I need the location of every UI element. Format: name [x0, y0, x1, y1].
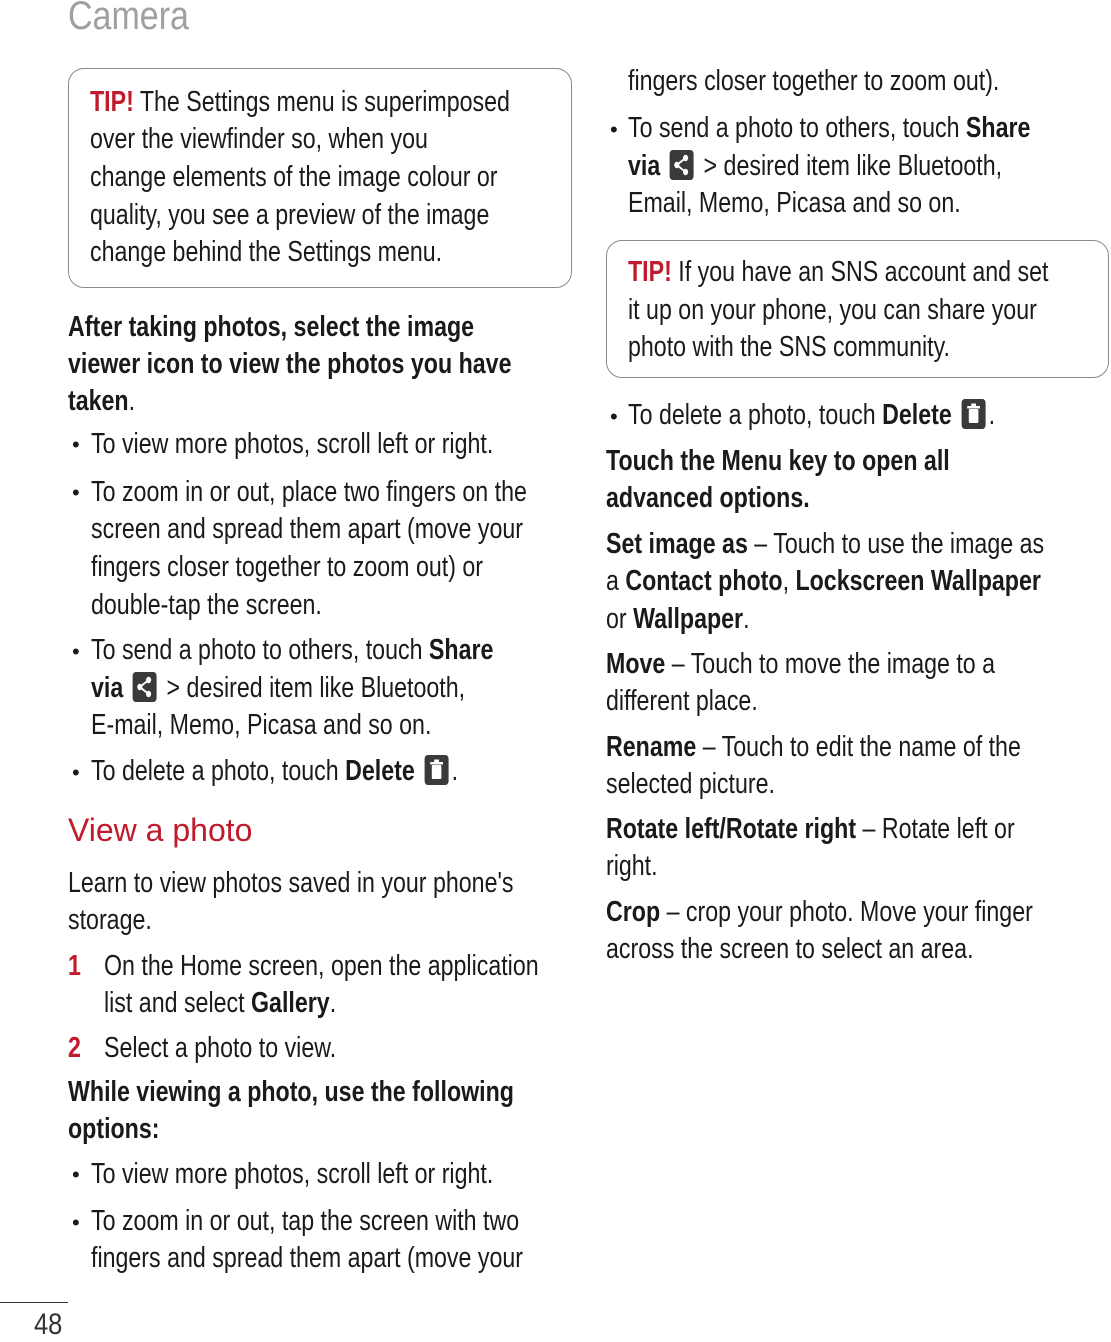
step-text [104, 985, 336, 1021]
option-text: a [606, 565, 626, 597]
tip-text: The Settings menu is superimposed [139, 86, 510, 118]
option-text: – Touch to edit the name of the [696, 731, 1021, 763]
option-wallpaper: Wallpaper [633, 603, 744, 635]
bullet-text [91, 753, 458, 789]
tip-line: it up on your phone, you can share your [628, 294, 1037, 326]
tip-line-1 [90, 84, 510, 120]
share-label: Share [965, 112, 1031, 144]
delete-label: Delete [882, 399, 952, 431]
bullet-dot: • [72, 1210, 80, 1235]
bullet-dot: • [610, 117, 618, 142]
option-text: . [743, 603, 750, 635]
bullet-text: To zoom in or out, place two fingers on the [91, 476, 527, 508]
page-number: 48 [34, 1308, 63, 1341]
while-heading-line: While viewing a photo, use the following [68, 1076, 514, 1108]
option-line [606, 894, 1033, 930]
while-heading-line: options: [68, 1113, 160, 1145]
option-text: or [606, 603, 634, 635]
bullet-text: . [451, 755, 459, 787]
section-title-view-photo: View a photo [68, 812, 253, 848]
tip-line-1 [628, 254, 1048, 290]
option-line: selected picture. [606, 768, 775, 800]
option-line: different place. [606, 685, 758, 717]
bullet-text [628, 397, 995, 433]
via-label: via [91, 672, 124, 704]
option-line [606, 811, 1015, 847]
option-line: right. [606, 850, 658, 882]
option-text: , [782, 565, 796, 597]
share-label: Share [428, 634, 494, 666]
share-icon [133, 672, 157, 702]
bullet-text [628, 148, 1002, 184]
option-label-rotate: Rotate left/Rotate right [606, 813, 857, 845]
menu-heading-line: advanced options. [606, 482, 810, 514]
share-icon [670, 150, 694, 180]
bullet-text: > desired item like Bluetooth, [697, 150, 1003, 182]
step-text: list and select [104, 987, 252, 1019]
tip-label: TIP! [90, 86, 134, 118]
tip-line: over the viewfinder so, when you [90, 123, 428, 155]
bullet-dot: • [72, 760, 80, 785]
bullet-dot: • [72, 432, 80, 457]
option-line [606, 526, 1044, 562]
option-label-crop: Crop [606, 896, 661, 928]
option-label-rename: Rename [606, 731, 697, 763]
bullet-text: To zoom in or out, tap the screen with two [91, 1205, 520, 1237]
after-heading-line: viewer icon to view the photos you have [68, 348, 512, 380]
bullet-text: To send a photo to others, touch [628, 112, 966, 144]
step-number: 2 [68, 1032, 81, 1064]
bullet-text: screen and spread them apart (move your [91, 513, 523, 545]
option-lockscreen-wallpaper: Lockscreen Wallpaper [795, 565, 1041, 597]
tip-text: If you have an SNS account and set [671, 256, 1049, 288]
bullet-text: double-tap the screen. [91, 589, 322, 621]
option-contact-photo: Contact photo [625, 565, 783, 597]
via-label: via [628, 150, 661, 182]
page-header: Camera [68, 0, 189, 38]
tip-label: TIP! [628, 256, 672, 288]
intro-line: storage. [68, 904, 152, 936]
bullet-text: To send a photo to others, touch [91, 634, 429, 666]
trash-icon [424, 755, 448, 785]
footer-rule [0, 1302, 68, 1303]
option-line [606, 729, 1021, 765]
option-line [606, 646, 995, 682]
bullet-dot: • [72, 480, 80, 505]
after-heading-line: After taking photos, select the image [68, 311, 475, 343]
option-text: – crop your photo. Move your finger [660, 896, 1033, 928]
intro-line: Learn to view photos saved in your phone's [68, 867, 514, 899]
tip-line: change behind the Settings menu. [90, 236, 443, 268]
bullet-text: Email, Memo, Picasa and so on. [628, 187, 961, 219]
bullet-text [628, 110, 1030, 146]
bullet-text: To view more photos, scroll left or right. [91, 1158, 494, 1190]
option-text: – Rotate left or [856, 813, 1015, 845]
after-heading-line [68, 383, 135, 419]
option-line [606, 563, 1041, 599]
option-label-set-image: Set image as [606, 528, 748, 560]
bullet-text: To view more photos, scroll left or right. [91, 428, 494, 460]
gallery-label: Gallery [251, 987, 330, 1019]
bullet-text: fingers closer together to zoom out). [628, 65, 1000, 97]
step-number: 1 [68, 950, 81, 982]
bullet-dot: • [610, 404, 618, 429]
trash-icon [961, 399, 985, 429]
tip-line: quality, you see a preview of the image [90, 199, 490, 231]
bullet-text: > desired item like Bluetooth, [160, 672, 466, 704]
bullet-text: fingers and spread them apart (move your [91, 1242, 523, 1274]
bullet-text [91, 632, 493, 668]
tip-line: photo with the SNS community. [628, 331, 950, 363]
bullet-text: . [988, 399, 996, 431]
after-heading-period: . [128, 385, 136, 417]
option-line: across the screen to select an area. [606, 933, 974, 965]
bullet-text [91, 670, 465, 706]
option-label-move: Move [606, 648, 666, 680]
bullet-text: fingers closer together to zoom out) or [91, 551, 484, 583]
option-text: – Touch to use the image as [747, 528, 1045, 560]
menu-heading-line: Touch the Menu key to open all [606, 445, 950, 477]
tip-line: change elements of the image colour or [90, 161, 498, 193]
bullet-text: E-mail, Memo, Picasa and so on. [91, 709, 432, 741]
step-text: On the Home screen, open the application [104, 950, 539, 982]
delete-label: Delete [345, 755, 415, 787]
bullet-text: To delete a photo, touch [91, 755, 346, 787]
bullet-dot: • [72, 639, 80, 664]
option-line [606, 601, 750, 637]
step-text: . [329, 987, 337, 1019]
option-text: – Touch to move the image to a [665, 648, 996, 680]
after-heading-text: taken [68, 385, 129, 417]
bullet-text: To delete a photo, touch [628, 399, 883, 431]
step-text: Select a photo to view. [104, 1032, 337, 1064]
bullet-dot: • [72, 1162, 80, 1187]
